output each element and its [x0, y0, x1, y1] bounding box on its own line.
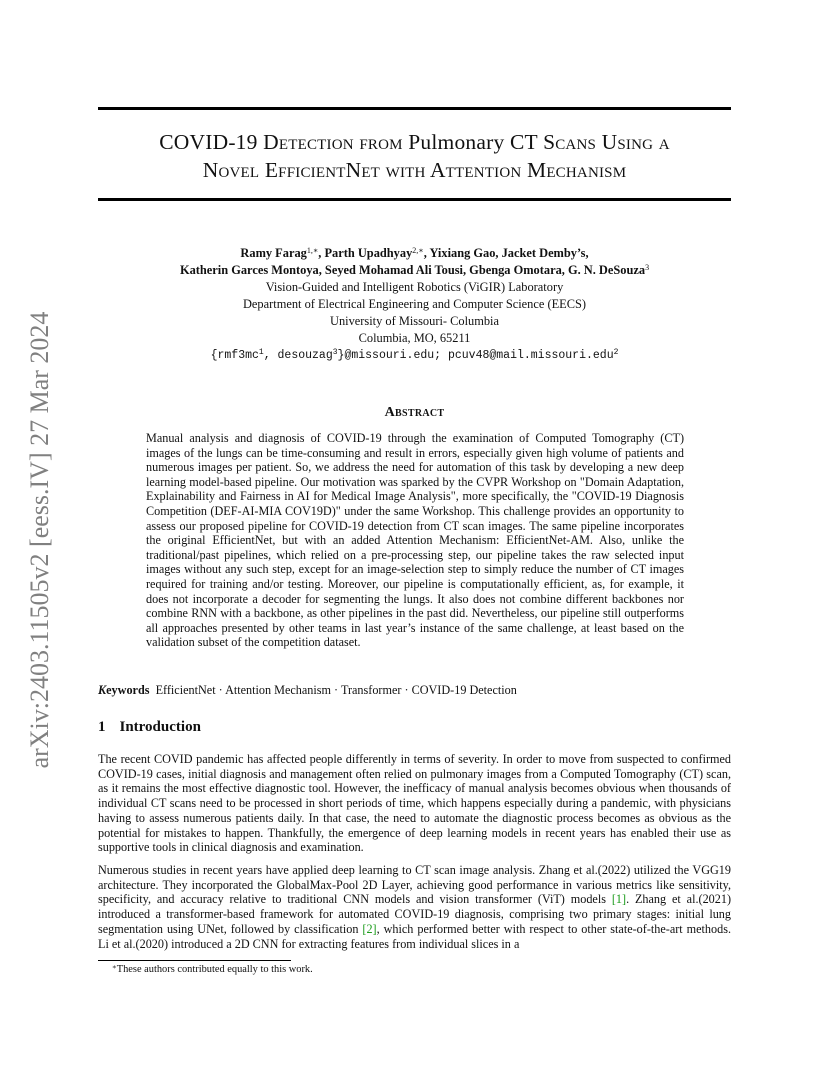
title-bottom-rule: [98, 198, 731, 201]
author-line-2: [98, 262, 731, 279]
section-number: 1: [98, 719, 106, 735]
section-heading: [98, 719, 201, 736]
author-emails: [98, 347, 731, 364]
author-separator: ,: [318, 246, 325, 260]
author-names: , Yixiang Gao, Jacket Demby’s,: [423, 246, 589, 260]
keywords-label-rest: eywords: [106, 683, 150, 697]
keywords-label-initial: K: [98, 683, 107, 697]
title-line-2: [98, 156, 731, 184]
author-block: [98, 245, 731, 364]
author-name: Parth Upadhyay: [324, 246, 413, 260]
intro-paragraph-2: [98, 863, 731, 951]
paragraph-text: . Zhang et al.(2021) introduced a transformer-based framework for automated COVID-19 diagnosis, comprising two primary stages: initial lung segmentation using UNet, followed by classification: [98, 892, 732, 936]
title-top-rule: [98, 107, 731, 110]
author-names: Katherin Garces Montoya, Seyed Mohamad Ali Tousi, Gbenga Omotara, G. N. DeSouza: [179, 263, 646, 277]
footnote-rule: [98, 960, 291, 961]
affiliation-location: Columbia, MO, 65211: [358, 331, 471, 345]
abstract-heading: Abstract: [384, 405, 445, 420]
keywords-label: [98, 683, 149, 697]
email-part: {rmf3mc: [210, 349, 259, 362]
citation-link[interactable]: [1]: [611, 892, 627, 907]
arxiv-identifier: arXiv:2403.11505v2 [eess.IV] 27 Mar 2024: [25, 311, 54, 769]
paragraph-text: Numerous studies in recent years have applied deep learning to CT scan image analysis. Zhang et al.(2022) utilized the VGG19 architecture. They incorporated the GlobalMax-Pool 2D Layer, achieving good performance in various metrics like sensitivity, specificity, and accuracy relative to traditional CNN models and vision transformer (ViT) models: [98, 863, 731, 907]
title-segment: Scans Using a: [543, 130, 670, 154]
email-part: }@missouri.edu; pcuv48@mail.missouri.edu: [337, 349, 614, 362]
paragraph-text: , which performed better with respect to other state-of-the-art methods. Li et al.(2020) introduced a 2D CNN for extracting features from individual slices in a: [98, 921, 731, 951]
section-title: Introduction: [119, 719, 201, 735]
citation-link[interactable]: [2]: [362, 921, 377, 936]
title-line-1: [98, 128, 731, 156]
author-superscript: 1,∗: [306, 246, 319, 255]
author-superscript: 2,∗: [412, 246, 424, 255]
author-name: Ramy Farag: [240, 246, 307, 260]
author-line-1: [98, 245, 731, 262]
title-segment: Detection from: [263, 130, 409, 154]
footnote: [112, 963, 313, 976]
footnote-text: These authors contributed equally to this work.: [116, 964, 313, 975]
title-segment: Pulmonary CT: [408, 130, 544, 154]
intro-paragraph-1: The recent COVID pandemic has affected people differently in terms of severity. In order to move from suspected to confirmed COVID-19 cases, initial diagnosis and management often relied on pulmonary images from a Computed Tomography (CT) scan, as it remains the most effective diagnostic tool. However, the inefficacy of manual analysis becomes obvious when thousands of individual CT scans need to be processed in short periods of time, which happens especially during a pandemic, with physicians having to assess numerous patients daily. In that case, the need to automate the diagnostic process becomes as obvious as the potential for mistakes to happen. Thankfully, the emergence of deep learning models in recent years has enabled their use as supportive tools in clinical diagnosis and examination.: [98, 752, 731, 855]
affiliation-university: University of Missouri- Columbia: [330, 314, 499, 328]
email-superscript: 1: [258, 348, 264, 357]
email-superscript: 3: [332, 348, 338, 357]
abstract-text: Manual analysis and diagnosis of COVID-19 through the examination of Computed Tomography (CT) images of the lungs can be time-consuming and result in errors, especially given high volume of patients and numerous images per patient. So, we address the need for automation of this task by developing a new deep learning model-based pipeline. Our motivation was sparked by the CVPR Workshop on "Domain Adaptation, Explainability and Fairness in AI for Medical Image Analysis", more specifically, the "COVID-19 Diagnosis Competition (DEF-AI-MIA COV19D)" under the same Workshop. This challenge provides an opportunity to assess our proposed pipeline for COVID-19 detection from CT scan images. The same pipeline incorporates the original EfficientNet, but with an added Attention Mechanism: EfficientNet-AM. Also, unlike the traditional/past pipelines, which relied on a pre-processing step, our pipeline takes the raw selected input images without any such step, except for an image-selection step to simply reduce the number of CT images required for training and/or testing. Moreover, our pipeline is computationally efficient, as, for example, it does not incorporate a decoder for segmenting the lungs. It also does not combine different backbones nor combine RNN with a backbone, as other pipelines in the past did. Nevertheless, our pipeline still outperforms all approaches presented by other teams in last year’s instance of the same challenge, at least based on the validation subset of the competition dataset.: [146, 431, 684, 650]
keywords-line: [98, 683, 731, 698]
footnote-mark: ∗: [112, 963, 117, 971]
affiliation-department: Department of Electrical Engineering and Computer Science (EECS): [242, 297, 587, 311]
author-superscript: 3: [645, 263, 650, 272]
email-part: , desouzag: [263, 349, 333, 362]
keywords-text: EfficientNet · Attention Mechanism · Transformer · COVID-19 Detection: [155, 683, 517, 697]
email-superscript: 2: [613, 348, 619, 357]
title-segment: COVID-19: [159, 130, 264, 154]
paper-title: [98, 128, 731, 184]
title-segment: Novel EfficientNet with Attention Mechanism: [202, 158, 627, 182]
affiliation-lab: Vision-Guided and Intelligent Robotics (ViGIR) Laboratory: [265, 280, 564, 294]
